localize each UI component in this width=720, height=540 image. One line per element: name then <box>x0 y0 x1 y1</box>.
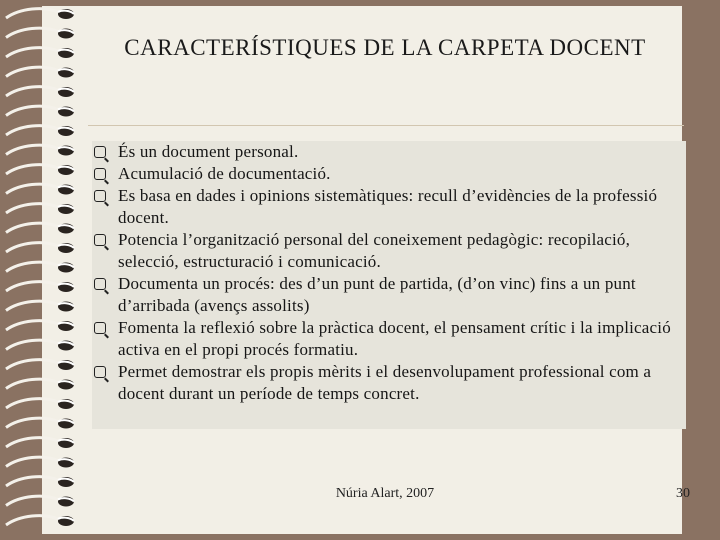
bullet-text: Es basa en dades i opinions sistemàtiques: recull d’evidències de la professió docent. <box>118 186 658 227</box>
binding-ring <box>6 418 58 427</box>
binding-ring <box>6 145 58 154</box>
bullet-text: Fomenta la reflexió sobre la pràctica docent, el pensament crític i la implicació activa en el propi procés formatiu. <box>118 318 671 359</box>
binding-ring <box>6 516 58 525</box>
page-number: 30 <box>676 486 690 501</box>
bullet-text: Permet demostrar els propis mèrits i el desenvolupament professional com a docent durant un període de temps concret. <box>118 362 652 403</box>
bullet-item <box>92 361 686 405</box>
bullet-item <box>92 141 686 163</box>
binding-ring <box>6 477 58 486</box>
binding-ring <box>6 204 58 213</box>
binding-ring <box>6 262 58 271</box>
binding-ring <box>6 165 58 174</box>
checkbox-bullet-icon <box>94 322 106 334</box>
binding-ring <box>6 438 58 447</box>
footer-author: Núria Alart, 2007 <box>335 486 435 501</box>
binding-ring <box>6 379 58 388</box>
binding-ring <box>6 126 58 135</box>
binding-ring <box>6 301 58 310</box>
binding-ring <box>6 321 58 330</box>
binding-ring <box>6 282 58 291</box>
binding-ring <box>6 106 58 115</box>
checkbox-bullet-icon <box>94 190 106 202</box>
checkbox-bullet-icon <box>94 168 106 180</box>
bullet-text: Potencia l’organització personal del coneixement pedagògic: recopilació, selecció, estructuració i comunicació. <box>118 230 631 271</box>
bullet-item <box>92 185 686 229</box>
binding-ring <box>6 87 58 96</box>
binding-ring <box>6 457 58 466</box>
binding-ring <box>6 360 58 369</box>
binding-ring <box>6 399 58 408</box>
checkbox-bullet-icon <box>94 234 106 246</box>
bullet-item <box>92 317 686 361</box>
bullet-item <box>92 273 686 317</box>
bullet-panel <box>92 141 686 429</box>
binding-ring <box>6 48 58 57</box>
checkbox-bullet-icon <box>94 146 106 158</box>
binding-ring <box>6 496 58 505</box>
checkbox-bullet-icon <box>94 366 106 378</box>
bullet-text: És un document personal. <box>118 142 299 161</box>
title-divider <box>88 125 684 126</box>
bullet-item <box>92 229 686 273</box>
bullet-list <box>92 141 686 405</box>
binding-ring <box>6 223 58 232</box>
binding-ring <box>6 28 58 37</box>
checkbox-bullet-icon <box>94 278 106 290</box>
binding-ring <box>6 243 58 252</box>
binding-ring <box>6 67 58 76</box>
bullet-text: Documenta un procés: des d’un punt de partida, (d’on vinc) fins a un punt d’arribada (avençs assolits) <box>118 274 636 315</box>
spiral-binding <box>0 0 80 540</box>
slide-title: CARACTERÍSTIQUES DE LA CARPETA DOCENT <box>124 35 646 60</box>
binding-ring <box>6 184 58 193</box>
binding-ring <box>6 9 58 18</box>
binding-ring <box>6 340 58 349</box>
bullet-item <box>92 163 686 185</box>
bullet-text: Acumulació de documentació. <box>118 164 331 183</box>
